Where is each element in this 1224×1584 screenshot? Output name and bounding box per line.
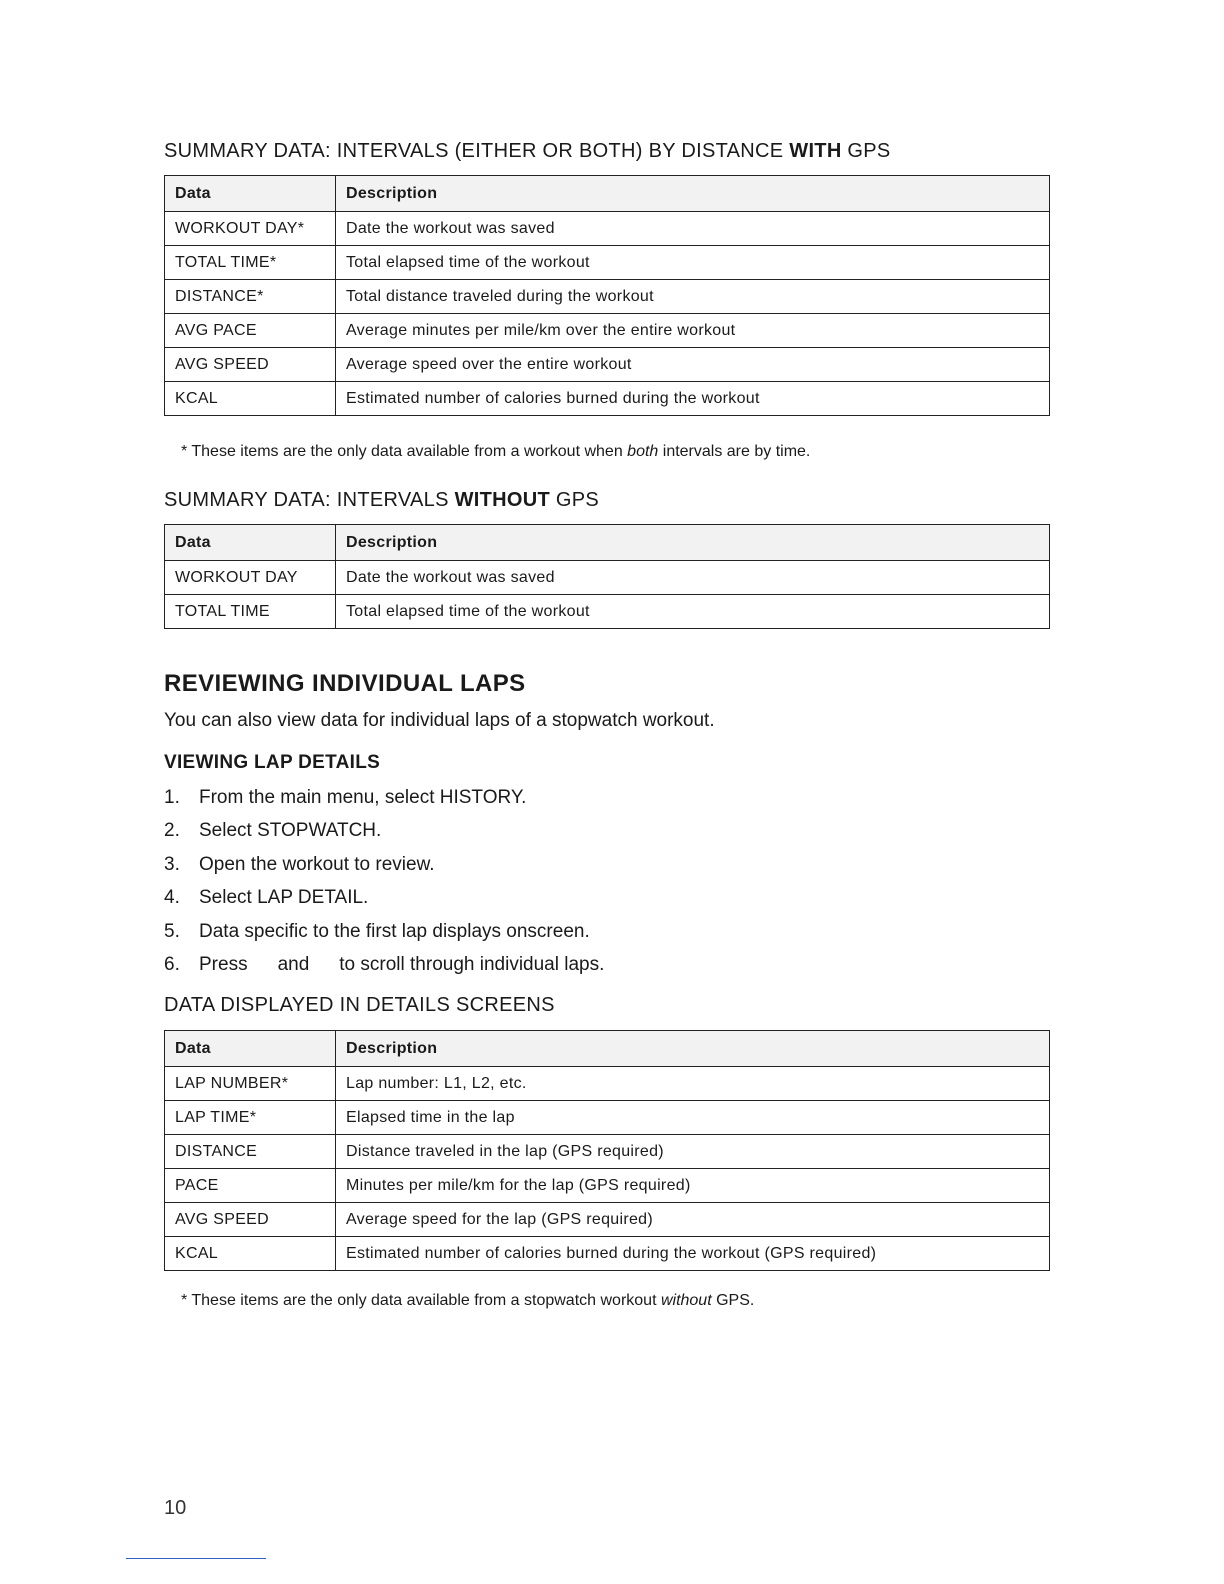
- description-cell: Total elapsed time of the workout: [336, 246, 1050, 280]
- description-cell: Total elapsed time of the workout: [336, 595, 1050, 629]
- section-heading-details-screens: DATA DISPLAYED IN DETAILS SCREENS: [164, 994, 555, 1016]
- data-cell: TOTAL TIME*: [165, 246, 336, 280]
- footnote-both-intervals: * These items are the only data available from a workout when both intervals are by time.: [181, 443, 811, 460]
- description-cell: Distance traveled in the lap (GPS required): [336, 1135, 1050, 1169]
- list-item: [164, 948, 604, 981]
- description-cell: Date the workout was saved: [336, 212, 1050, 246]
- step-rest-text: to scroll through individual laps.: [339, 953, 605, 975]
- data-cell: LAP NUMBER*: [165, 1067, 336, 1101]
- steps-list: [164, 781, 604, 981]
- table-header-row: [165, 1031, 1050, 1067]
- data-cell: KCAL: [165, 382, 336, 416]
- summary-table-with-gps: [164, 175, 1050, 416]
- table-row: [165, 1169, 1050, 1203]
- description-cell: Elapsed time in the lap: [336, 1101, 1050, 1135]
- intro-paragraph: You can also view data for individual laps of a stopwatch workout.: [164, 710, 715, 731]
- step-press-text: Press: [199, 953, 248, 975]
- footer-rule: [126, 1558, 266, 1559]
- table-row: [165, 1237, 1050, 1271]
- description-cell: Minutes per mile/km for the lap (GPS required): [336, 1169, 1050, 1203]
- data-cell: PACE: [165, 1169, 336, 1203]
- table-row: [165, 212, 1050, 246]
- table-row: [165, 1067, 1050, 1101]
- data-cell: KCAL: [165, 1237, 336, 1271]
- description-cell: Average speed for the lap (GPS required): [336, 1203, 1050, 1237]
- section-heading-intervals-with-gps: SUMMARY DATA: INTERVALS (EITHER OR BOTH) BY DISTANCE WITH GPS: [164, 140, 891, 162]
- table-row: [165, 595, 1050, 629]
- step-text: Open the workout to review.: [199, 853, 435, 875]
- column-header-description: Description: [336, 525, 1050, 561]
- table-header-row: [165, 525, 1050, 561]
- description-cell: Average speed over the entire workout: [336, 348, 1050, 382]
- table-row: [165, 314, 1050, 348]
- data-cell: DISTANCE*: [165, 280, 336, 314]
- list-item: [164, 848, 604, 881]
- column-header-data: Data: [165, 1031, 336, 1067]
- step-number: 1.: [164, 787, 180, 808]
- step-and-text: and: [277, 953, 310, 975]
- table-row: [165, 1101, 1050, 1135]
- data-cell: WORKOUT DAY*: [165, 212, 336, 246]
- table-row: [165, 348, 1050, 382]
- column-header-data: Data: [165, 176, 336, 212]
- description-cell: Average minutes per mile/km over the entire workout: [336, 314, 1050, 348]
- data-cell: LAP TIME*: [165, 1101, 336, 1135]
- table-row: [165, 382, 1050, 416]
- list-item: [164, 781, 604, 814]
- list-item: [164, 915, 604, 948]
- step-text: From the main menu, select HISTORY.: [199, 787, 527, 808]
- data-cell: WORKOUT DAY: [165, 561, 336, 595]
- section-title-reviewing-laps: REVIEWING INDIVIDUAL LAPS: [164, 670, 526, 697]
- section-heading-intervals-without-gps: SUMMARY DATA: INTERVALS WITHOUT GPS: [164, 489, 600, 511]
- data-cell: AVG PACE: [165, 314, 336, 348]
- step-text: Select LAP DETAIL.: [199, 887, 369, 909]
- summary-table-without-gps: [164, 524, 1050, 629]
- data-cell: AVG SPEED: [165, 348, 336, 382]
- description-cell: Total distance traveled during the workout: [336, 280, 1050, 314]
- step-number: 4.: [164, 887, 180, 909]
- description-cell: Estimated number of calories burned during the workout (GPS required): [336, 1237, 1050, 1271]
- data-cell: TOTAL TIME: [165, 595, 336, 629]
- list-item: [164, 881, 604, 914]
- subsection-title-lap-details: VIEWING LAP DETAILS: [164, 752, 381, 773]
- step-text: Select STOPWATCH.: [199, 820, 382, 842]
- step-number: 3.: [164, 853, 180, 875]
- description-cell: Estimated number of calories burned during the workout: [336, 382, 1050, 416]
- step-number: 2.: [164, 820, 180, 842]
- page-number: 10: [164, 1497, 187, 1519]
- details-screens-table: [164, 1030, 1050, 1271]
- description-cell: Lap number: L1, L2, etc.: [336, 1067, 1050, 1101]
- table-row: [165, 280, 1050, 314]
- data-cell: AVG SPEED: [165, 1203, 336, 1237]
- description-cell: Date the workout was saved: [336, 561, 1050, 595]
- column-header-description: Description: [336, 1031, 1050, 1067]
- list-item: [164, 814, 604, 847]
- column-header-data: Data: [165, 525, 336, 561]
- table-row: [165, 1203, 1050, 1237]
- table-row: [165, 1135, 1050, 1169]
- footnote-without-gps: * These items are the only data available from a stopwatch workout without GPS.: [181, 1292, 755, 1309]
- step-text: Data specific to the first lap displays onscreen.: [199, 920, 590, 942]
- step-number: 5.: [164, 920, 180, 942]
- step-number: 6.: [164, 953, 180, 975]
- table-row: [165, 246, 1050, 280]
- table-row: [165, 561, 1050, 595]
- table-header-row: [165, 176, 1050, 212]
- data-cell: DISTANCE: [165, 1135, 336, 1169]
- column-header-description: Description: [336, 176, 1050, 212]
